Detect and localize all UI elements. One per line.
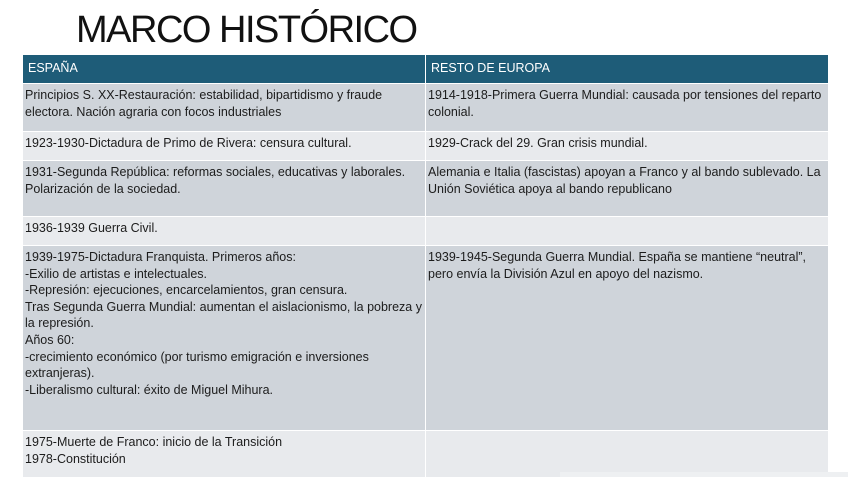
cell-europa: Alemania e Italia (fascistas) apoyan a Franco y al bando sublevado. La Unión Soviética apoya al bando republicano xyxy=(426,161,829,217)
cell-europa xyxy=(426,431,829,478)
header-resto-europa: RESTO DE EUROPA xyxy=(426,55,829,84)
page-title: MARCO HISTÓRICO xyxy=(76,9,417,51)
cell-espana: 1939-1975-Dictadura Franquista. Primeros años: -Exilio de artistas e intelectuales. -Represión: ejecuciones, encarcelamientos, gran censura. Tras Segunda Guerra Mundial: aumentan el aislacionismo, la pobreza y la represión. Años 60: -crecimiento económico (por turismo emigración e inversiones extranjeras). -Liberalismo cultural: éxito de Miguel Mihura. xyxy=(23,246,426,431)
table-row xyxy=(23,431,829,478)
decorative-strip xyxy=(560,472,848,477)
table-row xyxy=(23,84,829,132)
cell-europa: 1929-Crack del 29. Gran crisis mundial. xyxy=(426,132,829,161)
historical-table xyxy=(22,54,829,478)
cell-espana: 1931-Segunda República: reformas sociales, educativas y laborales. Polarización de la sociedad. xyxy=(23,161,426,217)
header-espana: ESPAÑA xyxy=(23,55,426,84)
table-header-row xyxy=(23,55,829,84)
cell-europa xyxy=(426,217,829,246)
table-row xyxy=(23,161,829,217)
cell-espana: 1975-Muerte de Franco: inicio de la Transición 1978-Constitución xyxy=(23,431,426,478)
cell-espana: 1936-1939 Guerra Civil. xyxy=(23,217,426,246)
cell-espana: Principios S. XX-Restauración: estabilidad, bipartidismo y fraude electora. Nación agraria con focos industriales xyxy=(23,84,426,132)
cell-europa: 1939-1945-Segunda Guerra Mundial. España se mantiene “neutral”, pero envía la División Azul en apoyo del nazismo. xyxy=(426,246,829,431)
cell-espana: 1923-1930-Dictadura de Primo de Rivera: censura cultural. xyxy=(23,132,426,161)
table-row xyxy=(23,217,829,246)
table-row xyxy=(23,246,829,431)
table-row xyxy=(23,132,829,161)
cell-europa: 1914-1918-Primera Guerra Mundial: causada por tensiones del reparto colonial. xyxy=(426,84,829,132)
